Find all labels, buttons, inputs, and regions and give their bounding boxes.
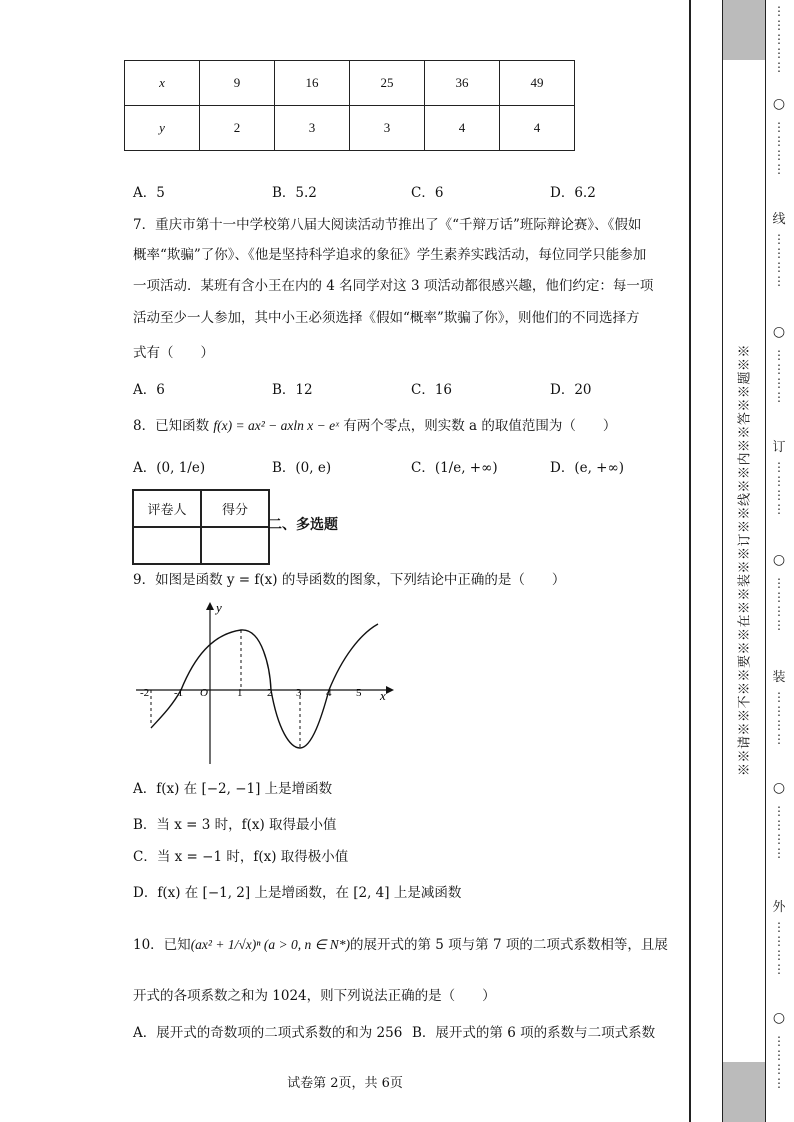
table-cell: 25 bbox=[350, 61, 425, 106]
q7-line-1: 7．重庆市第十一中学校第八届大阅读活动节推出了《“千辩万话”班际辩论赛》、《假如 bbox=[133, 217, 642, 233]
score-box bbox=[132, 489, 270, 565]
data-table bbox=[124, 60, 575, 151]
table-cell: 3 bbox=[275, 106, 350, 151]
q7-option-c: C．16 bbox=[411, 382, 453, 398]
circle-mark: ○ bbox=[772, 552, 786, 568]
table-cell: 3 bbox=[350, 106, 425, 151]
q9-option-a: A．f(x) 在 [−2, −1] 上是增函数 bbox=[133, 781, 333, 797]
table-cell: 4 bbox=[500, 106, 575, 151]
section-title: 二、多选题 bbox=[268, 517, 338, 533]
circle-mark: ○ bbox=[772, 324, 786, 340]
circle-mark: ○ bbox=[772, 1010, 786, 1026]
table-row bbox=[125, 106, 575, 151]
table-header-y: y bbox=[125, 106, 200, 151]
q7-line-3: 一项活动．某班有含小王在内的 4 名同学对这 3 项活动都很感兴趣，他们约定：每一项 bbox=[133, 278, 654, 294]
y-axis-label: y bbox=[216, 600, 222, 615]
q10-formula: (ax² + 1/√x)ⁿ (a > 0, n ∈ N*) bbox=[190, 937, 350, 952]
q8-stem-pre: 8．已知函数 bbox=[133, 418, 214, 434]
q7-option-a: A．6 bbox=[133, 382, 165, 398]
x-axis-label: x bbox=[380, 688, 386, 703]
binding-warning: ※※请※※不※※要※※在※※装※※订※※线※※内※※答※※题※※ bbox=[737, 343, 753, 777]
q7-line-5: 式有（ ） bbox=[133, 345, 214, 361]
binding-gray-top bbox=[722, 0, 766, 60]
q8-stem-post: 有两个零点，则实数 a 的取值范围为（ ） bbox=[338, 418, 617, 434]
table-cell: 4 bbox=[425, 106, 500, 151]
tick-label: 5 bbox=[356, 687, 362, 699]
tick-label: -1 bbox=[174, 687, 184, 699]
table-cell: 2 bbox=[200, 106, 275, 151]
derivative-curve bbox=[151, 624, 378, 748]
q7-option-d: D．20 bbox=[550, 382, 592, 398]
score-box-score-cell bbox=[201, 527, 269, 564]
circle-mark: ○ bbox=[772, 780, 786, 796]
score-box-score-label: 得分 bbox=[201, 490, 269, 527]
q10-stem bbox=[133, 935, 668, 955]
page-footer: 试卷第 2页，共 6页 bbox=[287, 1076, 403, 1091]
score-box-reviewer-cell bbox=[133, 527, 201, 564]
q6-option-c: C．6 bbox=[411, 185, 444, 201]
q10-line-2: 开式的各项系数之和为 1024，则下列说法正确的是（ ） bbox=[133, 988, 496, 1004]
q8-option-a: A．(0, 1/e) bbox=[133, 460, 206, 476]
tick-label: 2 bbox=[267, 687, 273, 699]
tick-label: 4 bbox=[326, 687, 332, 699]
q10-stem-post: 的展开式的第 5 项与第 7 项的二项式系数相等，且展 bbox=[349, 937, 668, 953]
y-axis-arrow bbox=[206, 602, 214, 610]
binding-gray-bottom bbox=[722, 1062, 766, 1122]
q10-option-b: B．展开式的第 6 项的系数与二项式系数 bbox=[412, 1025, 656, 1041]
tick-label: 1 bbox=[237, 687, 243, 699]
q7-option-b: B．12 bbox=[272, 382, 313, 398]
q7-line-2: 概率“欺骗”了你》、《他是坚持科学追求的象征》学生素养实践活动，每位同学只能参加 bbox=[133, 247, 647, 263]
q7-line-4: 活动至少一人参加，其中小王必须选择《假如“概率”欺骗了你》，则他们的不同选择方 bbox=[133, 310, 640, 326]
q9-option-d: D．f(x) 在 [−1, 2] 上是增函数，在 [2, 4] 上是减函数 bbox=[133, 885, 462, 901]
binding-line bbox=[689, 0, 691, 1122]
x-axis-arrow bbox=[386, 686, 394, 694]
q10-option-a: A．展开式的奇数项的二项式系数的和为 256 bbox=[133, 1025, 403, 1041]
q8-formula: f(x) = ax² − axln x − eˣ bbox=[213, 418, 339, 433]
mark-wai: 外 bbox=[772, 900, 786, 915]
table-header-x: x bbox=[125, 61, 200, 106]
q6-option-a: A．5 bbox=[133, 185, 165, 201]
derivative-graph bbox=[130, 598, 400, 770]
tick-label: -2 bbox=[140, 687, 150, 699]
q10-stem-pre: 10．已知 bbox=[133, 937, 191, 953]
table-cell: 36 bbox=[425, 61, 500, 106]
q9-option-c: C．当 x = −1 时，f(x) 取得极小值 bbox=[133, 849, 349, 865]
q9-stem: 9．如图是函数 y = f(x) 的导函数的图象，下列结论中正确的是（ ） bbox=[133, 572, 566, 588]
q8-option-c: C．(1/e, +∞) bbox=[411, 460, 498, 476]
q8-stem bbox=[133, 416, 616, 436]
q8-option-d: D．(e, +∞) bbox=[550, 460, 624, 476]
mark-ding: 订 bbox=[772, 440, 786, 455]
mark-xian: 线 bbox=[772, 212, 786, 227]
table-cell: 9 bbox=[200, 61, 275, 106]
table-row bbox=[125, 61, 575, 106]
q8-option-b: B．(0, e) bbox=[272, 460, 332, 476]
table-cell: 16 bbox=[275, 61, 350, 106]
q6-option-b: B．5.2 bbox=[272, 185, 317, 201]
circle-mark: ○ bbox=[772, 96, 786, 112]
tick-label: 3 bbox=[296, 687, 302, 699]
q9-option-b: B．当 x = 3 时，f(x) 取得最小值 bbox=[133, 817, 337, 833]
q6-option-d: D．6.2 bbox=[550, 185, 596, 201]
dotted-cut-line: ⋮ ⋮ ⋮ ⋮ ⋮ ○ ⋮ ⋮ ⋮ ⋮ 线 ⋮ ⋮ ⋮ ⋮ ○ ⋮ ⋮ ⋮ ⋮ 订 ⋮ ⋮ ⋮ ⋮ ○ ⋮ ⋮ ⋮ ⋮ 装 ⋮ ⋮ ⋮ ⋮ ○ ⋮ ⋮ ⋮ ⋮ 外 ⋮ ⋮ ⋮ ⋮ ○ ⋮ ⋮ ⋮ ⋮ bbox=[770, 0, 788, 1122]
mark-zhuang: 装 bbox=[772, 670, 786, 685]
origin-label: O bbox=[200, 687, 208, 699]
score-box-reviewer-label: 评卷人 bbox=[133, 490, 201, 527]
table-cell: 49 bbox=[500, 61, 575, 106]
